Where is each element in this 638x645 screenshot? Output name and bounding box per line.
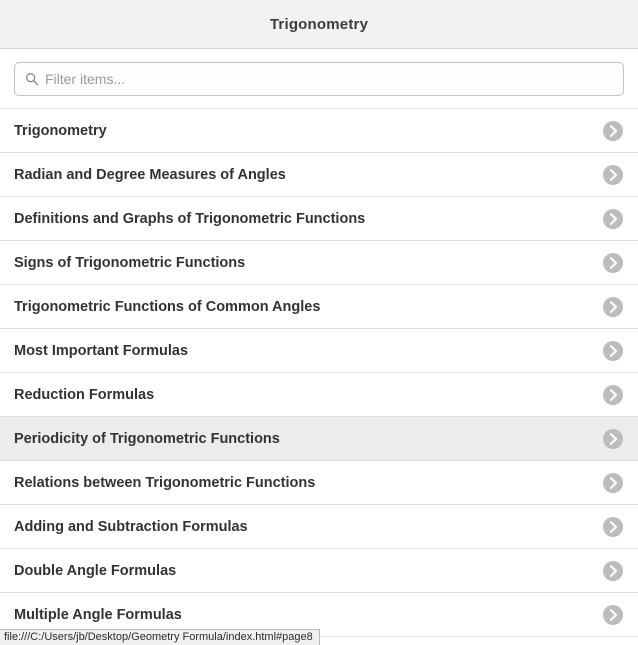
chevron-right-icon[interactable] xyxy=(602,472,624,494)
list-item-label: Radian and Degree Measures of Angles xyxy=(14,166,286,183)
list-item[interactable] xyxy=(0,461,638,505)
chevron-right-icon[interactable] xyxy=(602,208,624,230)
list-item-label: Most Important Formulas xyxy=(14,342,189,359)
list-item[interactable] xyxy=(0,417,638,461)
list-item[interactable] xyxy=(0,549,638,593)
chevron-right-icon[interactable] xyxy=(602,120,624,142)
page-title: Trigonometry xyxy=(269,15,369,33)
chevron-right-icon[interactable] xyxy=(602,252,624,274)
list-item[interactable] xyxy=(0,109,638,153)
list-item-label: Trigonometry xyxy=(14,122,107,139)
list-item-label: Relations between Trigonometric Functions xyxy=(14,474,316,491)
chevron-right-icon[interactable] xyxy=(602,164,624,186)
list-item[interactable] xyxy=(0,153,638,197)
search-icon xyxy=(25,72,39,86)
list-item[interactable] xyxy=(0,505,638,549)
chevron-right-icon[interactable] xyxy=(602,516,624,538)
chevron-right-icon[interactable] xyxy=(602,384,624,406)
search-input[interactable] xyxy=(45,63,623,95)
chevron-right-icon[interactable] xyxy=(602,428,624,450)
search-box[interactable] xyxy=(14,62,624,96)
chevron-right-icon[interactable] xyxy=(602,296,624,318)
list-item[interactable] xyxy=(0,329,638,373)
list-item[interactable] xyxy=(0,285,638,329)
status-bar-url: file:///C:/Users/jb/Desktop/Geometry Formula/index.html#page8 xyxy=(0,629,320,645)
chevron-right-icon[interactable] xyxy=(602,560,624,582)
list-item-label: Definitions and Graphs of Trigonometric Functions xyxy=(14,210,366,227)
list-item-label: Double Angle Formulas xyxy=(14,562,177,579)
list-item-label: Reduction Formulas xyxy=(14,386,155,403)
list-item-label: Periodicity of Trigonometric Functions xyxy=(14,430,280,447)
list-item[interactable] xyxy=(0,197,638,241)
list-item[interactable] xyxy=(0,373,638,417)
chevron-right-icon[interactable] xyxy=(602,604,624,626)
list-item-label: Trigonometric Functions of Common Angles xyxy=(14,298,321,315)
list-item-label: Adding and Subtraction Formulas xyxy=(14,518,248,535)
search-section xyxy=(0,49,638,108)
list-item[interactable] xyxy=(0,241,638,285)
list-item-label: Multiple Angle Formulas xyxy=(14,606,182,623)
list-item-label: Signs of Trigonometric Functions xyxy=(14,254,246,271)
chevron-right-icon[interactable] xyxy=(602,340,624,362)
app-header xyxy=(0,0,638,49)
topic-list xyxy=(0,108,638,645)
